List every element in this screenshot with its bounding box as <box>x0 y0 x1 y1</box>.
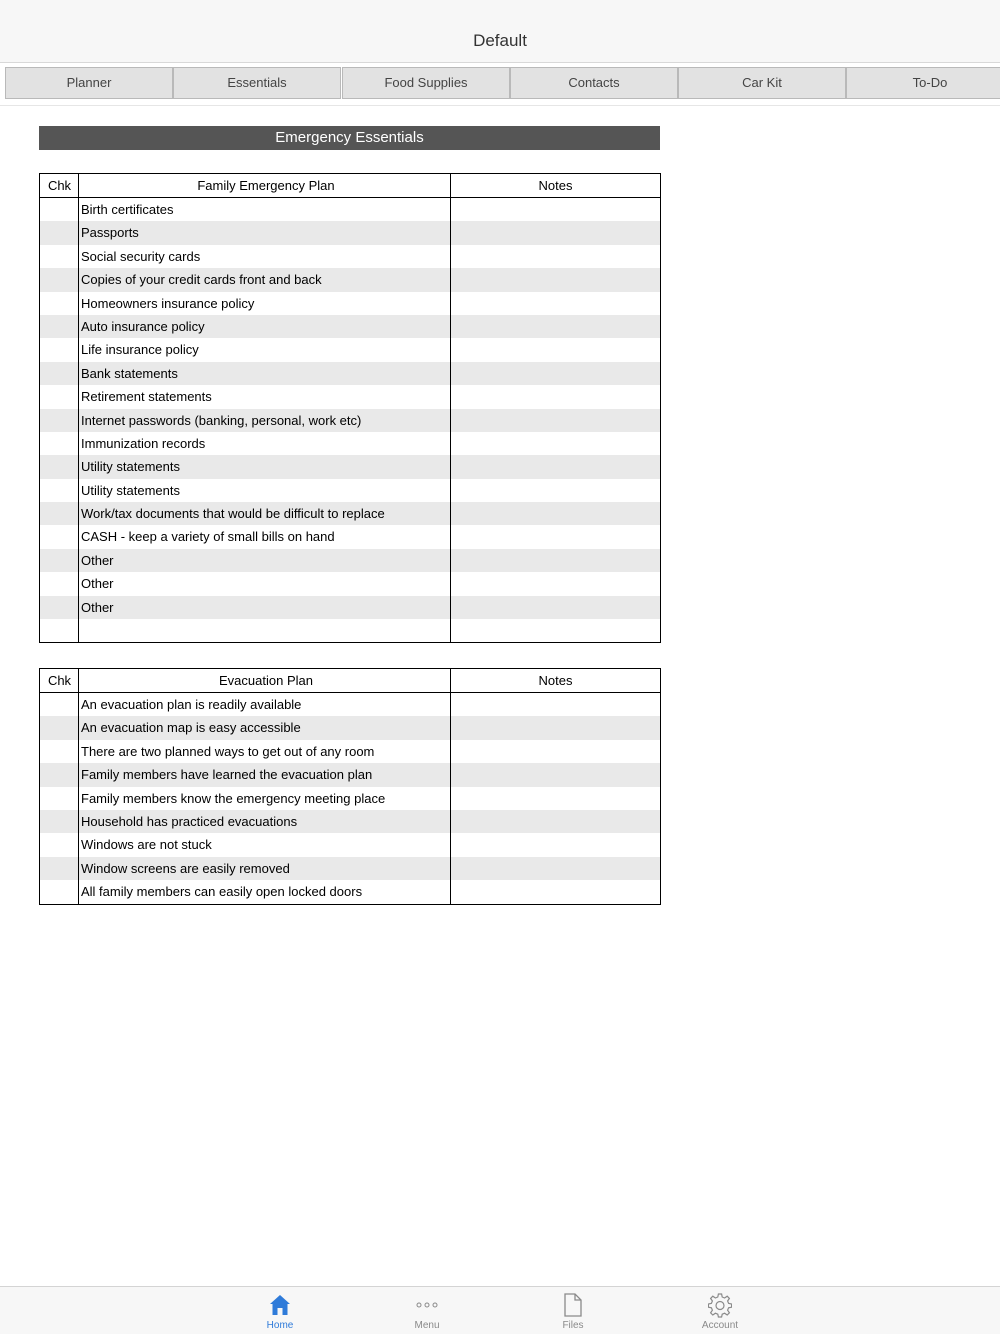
notes-cell[interactable] <box>451 833 660 856</box>
check-cell[interactable] <box>40 549 79 572</box>
bottom-tab-label: Account <box>701 1320 739 1331</box>
item-label: An evacuation map is easy accessible <box>81 720 301 736</box>
notes-cell[interactable] <box>451 880 660 903</box>
notes-cell[interactable] <box>451 619 660 642</box>
column-header-item: Family Emergency Plan <box>197 178 335 193</box>
item-label: Bank statements <box>81 365 178 381</box>
item-label: Utility statements <box>81 459 180 475</box>
check-cell[interactable] <box>40 572 79 595</box>
table-body <box>40 198 660 642</box>
table-row <box>40 787 660 810</box>
bottom-tab-label: Menu <box>414 1320 440 1331</box>
bottom-tab-account[interactable] <box>680 1287 760 1334</box>
notes-cell[interactable] <box>451 362 660 385</box>
tab-to-do[interactable]: To-Do <box>846 67 1000 99</box>
table-row <box>40 810 660 833</box>
notes-cell[interactable] <box>451 455 660 478</box>
check-cell[interactable] <box>40 810 79 833</box>
table-header <box>40 669 660 693</box>
notes-cell[interactable] <box>451 693 660 716</box>
check-cell[interactable] <box>40 502 79 525</box>
check-cell[interactable] <box>40 619 79 642</box>
table-row <box>40 857 660 880</box>
tab-essentials[interactable]: Essentials <box>173 67 341 99</box>
item-label: Other <box>81 552 114 568</box>
notes-cell[interactable] <box>451 525 660 548</box>
bottom-tab-menu[interactable] <box>387 1287 467 1334</box>
notes-cell[interactable] <box>451 315 660 338</box>
tab-planner[interactable]: Planner <box>5 67 173 99</box>
item-label: Window screens are easily removed <box>81 860 290 876</box>
notes-cell[interactable] <box>451 268 660 291</box>
item-label: Work/tax documents that would be difficult to replace <box>81 506 385 522</box>
column-divider <box>450 693 451 904</box>
column-divider <box>450 669 451 692</box>
notes-cell[interactable] <box>451 385 660 408</box>
tab-strip <box>0 63 1000 106</box>
bottom-tab-label: Files <box>562 1320 584 1331</box>
notes-cell[interactable] <box>451 716 660 739</box>
check-cell[interactable] <box>40 385 79 408</box>
column-divider <box>78 669 79 692</box>
column-header-notes: Notes <box>538 178 573 193</box>
item-label: All family members can easily open locked doors <box>81 884 363 900</box>
notes-cell[interactable] <box>451 763 660 786</box>
column-header-notes: Notes <box>538 673 573 688</box>
table-row <box>40 716 660 739</box>
check-cell[interactable] <box>40 716 79 739</box>
check-cell[interactable] <box>40 455 79 478</box>
check-cell[interactable] <box>40 479 79 502</box>
notes-cell[interactable] <box>451 198 660 221</box>
check-cell[interactable] <box>40 740 79 763</box>
table-row <box>40 221 660 244</box>
notes-cell[interactable] <box>451 245 660 268</box>
family-emergency-plan-table <box>39 173 661 643</box>
tab-food-supplies[interactable]: Food Supplies <box>342 67 510 99</box>
table-row <box>40 619 660 642</box>
table-row <box>40 409 660 432</box>
table-row <box>40 315 660 338</box>
tab-contacts[interactable]: Contacts <box>510 67 678 99</box>
item-label: Household has practiced evacuations <box>81 813 298 829</box>
item-label: Copies of your credit cards front and back <box>81 272 322 288</box>
notes-cell[interactable] <box>451 338 660 361</box>
item-label: Homeowners insurance policy <box>81 295 255 311</box>
item-label: Other <box>81 599 114 615</box>
notes-cell[interactable] <box>451 409 660 432</box>
table-row <box>40 740 660 763</box>
item-label: Social security cards <box>81 248 201 264</box>
notes-cell[interactable] <box>451 596 660 619</box>
table-header <box>40 174 660 198</box>
check-cell[interactable] <box>40 362 79 385</box>
check-cell[interactable] <box>40 292 79 315</box>
item-label: Immunization records <box>81 435 206 451</box>
file-icon <box>561 1292 585 1318</box>
check-cell[interactable] <box>40 596 79 619</box>
column-header-item: Evacuation Plan <box>219 673 313 688</box>
more-icon <box>415 1292 439 1318</box>
item-label: Utility statements <box>81 482 180 498</box>
check-cell[interactable] <box>40 525 79 548</box>
notes-cell[interactable] <box>451 221 660 244</box>
check-cell[interactable] <box>40 857 79 880</box>
item-label: An evacuation plan is readily available <box>81 697 302 712</box>
table-row <box>40 880 660 903</box>
bottom-tab-bar <box>0 1286 1000 1334</box>
check-cell[interactable] <box>40 245 79 268</box>
check-cell[interactable] <box>40 315 79 338</box>
table-row <box>40 572 660 595</box>
check-cell[interactable] <box>40 763 79 786</box>
check-cell[interactable] <box>40 198 79 221</box>
section-title: Emergency Essentials <box>39 126 660 150</box>
table-row <box>40 549 660 572</box>
column-divider <box>78 174 79 197</box>
home-icon <box>268 1292 292 1318</box>
item-label: Auto insurance policy <box>81 318 205 334</box>
column-header-chk: Chk <box>47 178 72 193</box>
table-row <box>40 198 660 221</box>
table-row <box>40 763 660 786</box>
tab-car-kit[interactable]: Car Kit <box>678 67 846 99</box>
notes-cell[interactable] <box>451 740 660 763</box>
notes-cell[interactable] <box>451 810 660 833</box>
check-cell[interactable] <box>40 338 79 361</box>
gear-icon <box>708 1292 732 1318</box>
notes-cell[interactable] <box>451 502 660 525</box>
check-cell[interactable] <box>40 787 79 810</box>
table-row <box>40 385 660 408</box>
table-row <box>40 292 660 315</box>
page-title: Default <box>473 31 527 50</box>
item-label: Passports <box>81 225 139 241</box>
check-cell[interactable] <box>40 693 79 716</box>
column-divider <box>78 198 79 642</box>
item-label <box>79 619 451 642</box>
table-row <box>40 525 660 548</box>
table-row <box>40 338 660 361</box>
bottom-tab-files[interactable] <box>533 1287 613 1334</box>
check-cell[interactable] <box>40 432 79 455</box>
check-cell[interactable] <box>40 268 79 291</box>
evacuation-plan-table <box>39 668 661 905</box>
table-row <box>40 502 660 525</box>
nav-bar <box>0 0 1000 63</box>
column-divider <box>450 198 451 642</box>
table-row <box>40 693 660 716</box>
notes-cell[interactable] <box>451 479 660 502</box>
item-label: Family members know the emergency meeting place <box>81 790 386 806</box>
check-cell[interactable] <box>40 221 79 244</box>
bottom-tab-home[interactable] <box>240 1287 320 1334</box>
item-label: Life insurance policy <box>81 342 199 358</box>
item-label: Family members have learned the evacuation plan <box>81 767 373 783</box>
table-body <box>40 693 660 904</box>
notes-cell[interactable] <box>451 857 660 880</box>
notes-cell[interactable] <box>451 549 660 572</box>
item-label: Other <box>81 576 114 592</box>
table-row <box>40 455 660 478</box>
table-row <box>40 245 660 268</box>
check-cell[interactable] <box>40 409 79 432</box>
notes-cell[interactable] <box>451 572 660 595</box>
column-divider <box>450 174 451 197</box>
notes-cell[interactable] <box>451 432 660 455</box>
item-label: There are two planned ways to get out of any room <box>81 743 375 759</box>
table-row <box>40 596 660 619</box>
item-label: Retirement statements <box>81 389 212 405</box>
column-divider <box>78 693 79 904</box>
bottom-tab-label: Home <box>266 1320 294 1331</box>
table-row <box>40 479 660 502</box>
check-cell[interactable] <box>40 880 79 903</box>
item-label: Windows are not stuck <box>81 837 212 853</box>
item-label: Birth certificates <box>81 202 174 217</box>
item-label: Internet passwords (banking, personal, work etc) <box>81 412 362 428</box>
item-label: CASH - keep a variety of small bills on hand <box>81 529 335 545</box>
column-header-chk: Chk <box>47 673 72 688</box>
table-row <box>40 833 660 856</box>
notes-cell[interactable] <box>451 787 660 810</box>
table-row <box>40 362 660 385</box>
table-row <box>40 268 660 291</box>
notes-cell[interactable] <box>451 292 660 315</box>
check-cell[interactable] <box>40 833 79 856</box>
table-row <box>40 432 660 455</box>
